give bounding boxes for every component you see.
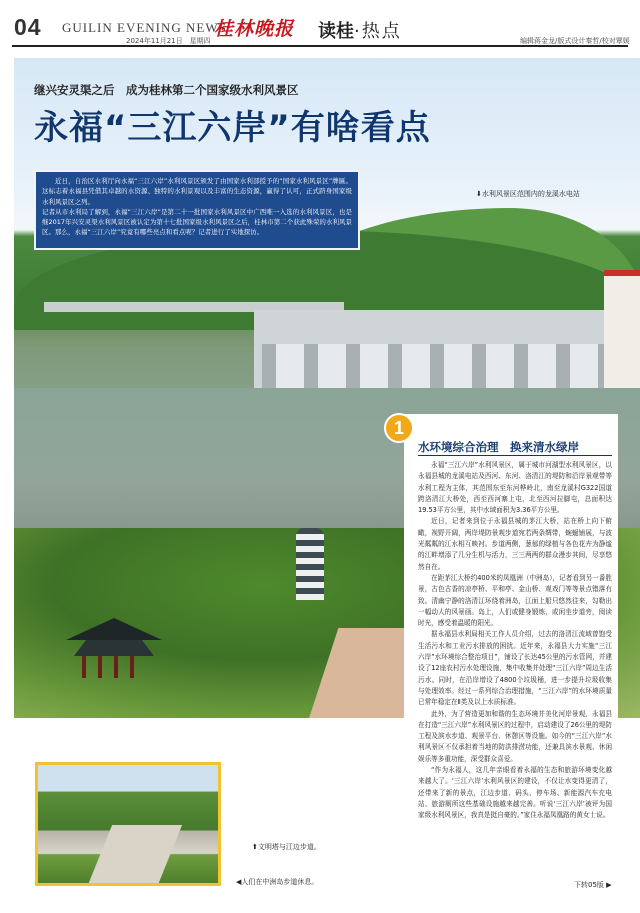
intro-text: 近日，自治区水利厅向永福“三江六岸”水利风景区颁发了由国家水利部授予的“国家水利风景区”牌匾。这标志着永福县凭借其卓越的水资源、独特的水利景观以及丰富的生态资源，赢得了认可，正式跻身国家级水利风景区之列。 记者从市水利局了解到，永福“三江六岸”是第二十一批国家水利风景区中广西唯一入选的水利风景区，也是继2017年兴安灵渠水利风景区被认定为第十七批国家级水利风景区之后，桂林市第二个获此殊荣的水利风景区。那么，永福“三江六岸”究竟有哪些亮点和看点呢？记者进行了实地探访。 xyxy=(42,177,352,237)
photo-dam-gates xyxy=(262,344,632,390)
pavilion-roof xyxy=(66,618,162,640)
article-body xyxy=(418,460,612,822)
inset-photo xyxy=(35,762,221,886)
intro-box xyxy=(34,170,360,250)
section-name: 读桂 xyxy=(318,21,354,42)
pavilion-roof-lower xyxy=(74,640,154,656)
caption-island: ◀人们在中洲岛步道休息。 xyxy=(236,878,319,886)
caption-dam: ⬇水利风景区范围内的龙溪水电站 xyxy=(476,190,580,198)
article-kicker: 继兴安灵渠之后 成为桂林第二个国家级水利风景区 xyxy=(34,83,299,97)
article-paragraph: “作为永福人，这几年亲眼看着永福的生态和旅游环境变化越来越大了。‘三江六岸’水利风景区的建设，不仅让水变得更清了，还带来了新的景点，江边步道、码头、停车场、新能源汽车充电站、旅游厕所这些基础设施越来越完善。听说‘三江六岸’被评为国家级水利风景区，我真是挺自豪的。”家住永福凤凰路的黄女士说。 xyxy=(418,766,612,820)
page-header xyxy=(0,0,640,46)
photo-building xyxy=(604,270,640,390)
page-number: 04 xyxy=(14,14,42,40)
paper-logo: 桂林晚报 xyxy=(214,18,295,40)
article-paragraph: 在距茅江大桥约400米的凤凰洲（中洲岛），记者看到另一番胜景，古色古香的凉亭桥、平和亭、金山桥、观戏门等等景点错落有致。清幽宁静的洛清江环绕着洲岛，江面上船只悠然往来，勾勒出一幅动人的风景画。岛上，人们或健身锻炼，或闲坐步道旁，阅读时光，感受着温暖的阳光。 xyxy=(418,573,612,628)
article-paragraph: 据永福县水利局相关工作人员介绍，过去的洛清江流域曾饱受生活污水和工业污水排放的困扰。近年来，永福县大力实施“三江六岸”水环境综合整治项目”，铺设了长达45公里的污水管网，并建设了12座农村污水处理设施，集中收集并处理“三江六岸”周边生活污水。同时，在沿岸增设了4800个垃圾桶，进一步提升垃圾收集与处理效率。经过一系列综合治理措施，“三江六岸”的水环境质量已常年稳定在Ⅱ类及以上水质标准。 xyxy=(418,630,612,707)
continued-link[interactable] xyxy=(574,880,612,890)
photo-pagoda xyxy=(296,528,324,600)
issue-date: 2024年11月21日 星期四 xyxy=(126,37,211,45)
caption-pagoda: ⬆文明塔与江边步道。 xyxy=(252,843,321,851)
article-headline: 永福“三江六岸”有啥看点 xyxy=(34,108,431,148)
section-title: 水环境综合治理 换来清水绿岸 xyxy=(418,440,579,454)
editor-credits: 编辑蒋金龙/版式设计秦哲/校对覃媛 xyxy=(520,37,630,45)
header-rule xyxy=(12,45,628,47)
section-label xyxy=(318,17,402,43)
photo-pavilion xyxy=(66,618,162,678)
article-paragraph: 近日，记者来到位于永福县城的茅江大桥，站在桥上向下俯瞰，视野开阔，两岸堤防景观步道宛若两条绸带，蜿蜒铺展，与波光粼粼的江水相互映衬。步道两侧，葱郁的绿植与各色花卉为静谧的江畔增添了几分生机与活力，三三两两的群众漫步其间，尽享悠然自在。 xyxy=(418,517,612,571)
article-paragraph: 永福“三江六岸”水利风景区，属于城市河湖型水利风景区，以永福县城的龙溪电站及西河、东河、洛清江的堤防和沿岸景观带等水利工程为主体，其范围东至东河桦岭北，南至龙溪村G322国道跨洛清江大桥处，西至西河寨上屯，北至西河拉脚屯，总面积达19.53平方公里，其中水域面积为3.36平方公里。 xyxy=(418,461,612,515)
paper-name: GUILIN EVENING NEWS xyxy=(62,20,227,35)
section-title-rule xyxy=(418,455,612,456)
inset-walkway xyxy=(84,825,182,886)
section-number-badge: 1 xyxy=(384,413,414,443)
continued-label: 下转05版 xyxy=(574,881,604,889)
pavilion-pillars xyxy=(82,656,146,678)
article-paragraph: 此外，为了营造更加和谐的生态环境并美化河岸景观，永福县在打造“三江六岸”水利风景区的过程中，启动建设了26公里的堤防工程及滨水步道、观景平台、休憩区等设施。如今的“三江六岸”水利风景区不仅承担着当地的防洪排涝功能，还兼具滨水景观、休闲娱乐等多重功能，深受群众喜爱。 xyxy=(418,709,612,763)
section-subname: ·热点 xyxy=(354,21,402,42)
right-triangle-icon: ▶ xyxy=(606,881,612,889)
